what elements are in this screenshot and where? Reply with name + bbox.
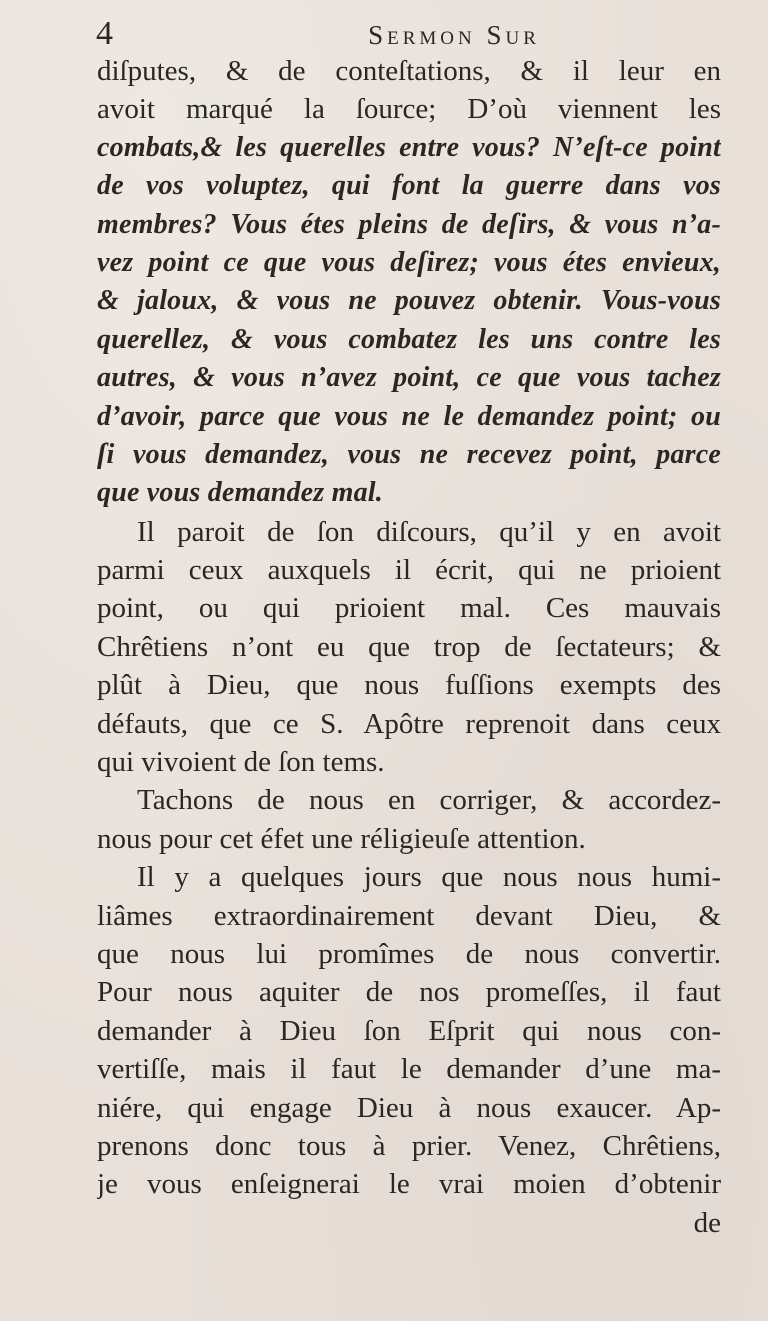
text-line: qui vivoient de ſon tems. bbox=[97, 746, 385, 779]
text-line: plût à Dieu, que nous fuſſions exempts des bbox=[97, 669, 721, 702]
text-line: ſi vous demandez, vous ne recevez point, parce bbox=[97, 438, 721, 470]
text-line: membres? Vous étes pleins de deſirs, & vous n’a- bbox=[97, 208, 721, 240]
text-line: que vous demandez mal. bbox=[97, 477, 383, 509]
text-line: diſputes, & de conteſtations, & il leur en bbox=[97, 55, 721, 87]
text-line: défauts, que ce S. Apôtre reprenoit dans ceux bbox=[97, 707, 721, 740]
text-line: combats,& les querelles entre vous? N’eſt-ce point bbox=[97, 131, 721, 163]
text-line: d’avoir, parce que vous ne le demandez point; ou bbox=[97, 400, 721, 432]
text-line: niére, qui engage Dieu à nous exaucer. Ap- bbox=[97, 1091, 721, 1124]
text-line: Il y a quelques jours que nous nous humi- bbox=[137, 861, 721, 894]
text-line: que nous lui promîmes de nous convertir. bbox=[97, 937, 721, 970]
text-line: avoit marqué la ſource; D’où viennent les bbox=[97, 93, 721, 126]
text-line: vez point ce que vous deſirez; vous étes envieux, bbox=[97, 246, 721, 278]
text-line: demander à Dieu ſon Eſprit qui nous con- bbox=[97, 1014, 721, 1047]
text-line: liâmes extraordinairement devant Dieu, & bbox=[97, 899, 721, 932]
text-line: Tachons de nous en corriger, & accordez- bbox=[137, 784, 721, 817]
catchword: de bbox=[693, 1206, 721, 1239]
page-header bbox=[96, 14, 722, 54]
text-line: prenons donc tous à prier. Venez, Chrêtiens, bbox=[97, 1129, 721, 1162]
text-line: Chrêtiens n’ont eu que trop de ſectateurs; & bbox=[97, 630, 721, 663]
text-line: Il paroit de ſon diſcours, qu’il y en avoit bbox=[137, 515, 721, 548]
text-line: point, ou qui prioient mal. Ces mauvais bbox=[97, 592, 721, 625]
text-line: vertiſſe, mais il faut le demander d’une ma- bbox=[97, 1053, 721, 1086]
body-text bbox=[97, 52, 721, 1242]
text-line: querellez, & vous combatez les uns contre les bbox=[97, 323, 721, 355]
page-number: 4 bbox=[96, 15, 113, 52]
text-line: nous pour cet éfet une réligieuſe attention. bbox=[97, 822, 586, 855]
text-line: Pour nous aquiter de nos promeſſes, il faut bbox=[97, 976, 721, 1009]
text-line: parmi ceux auxquels il écrit, qui ne prioient bbox=[97, 554, 721, 587]
text-line: & jaloux, & vous ne pouvez obtenir. Vous-vous bbox=[97, 285, 721, 317]
text-line: je vous enſeignerai le vrai moien d’obtenir bbox=[97, 1168, 721, 1201]
text-line: de vos voluptez, qui font la guerre dans vos bbox=[97, 170, 721, 202]
running-title: Sermon Sur bbox=[368, 20, 540, 50]
text-line: autres, & vous n’avez point, ce que vous tachez bbox=[97, 362, 721, 394]
